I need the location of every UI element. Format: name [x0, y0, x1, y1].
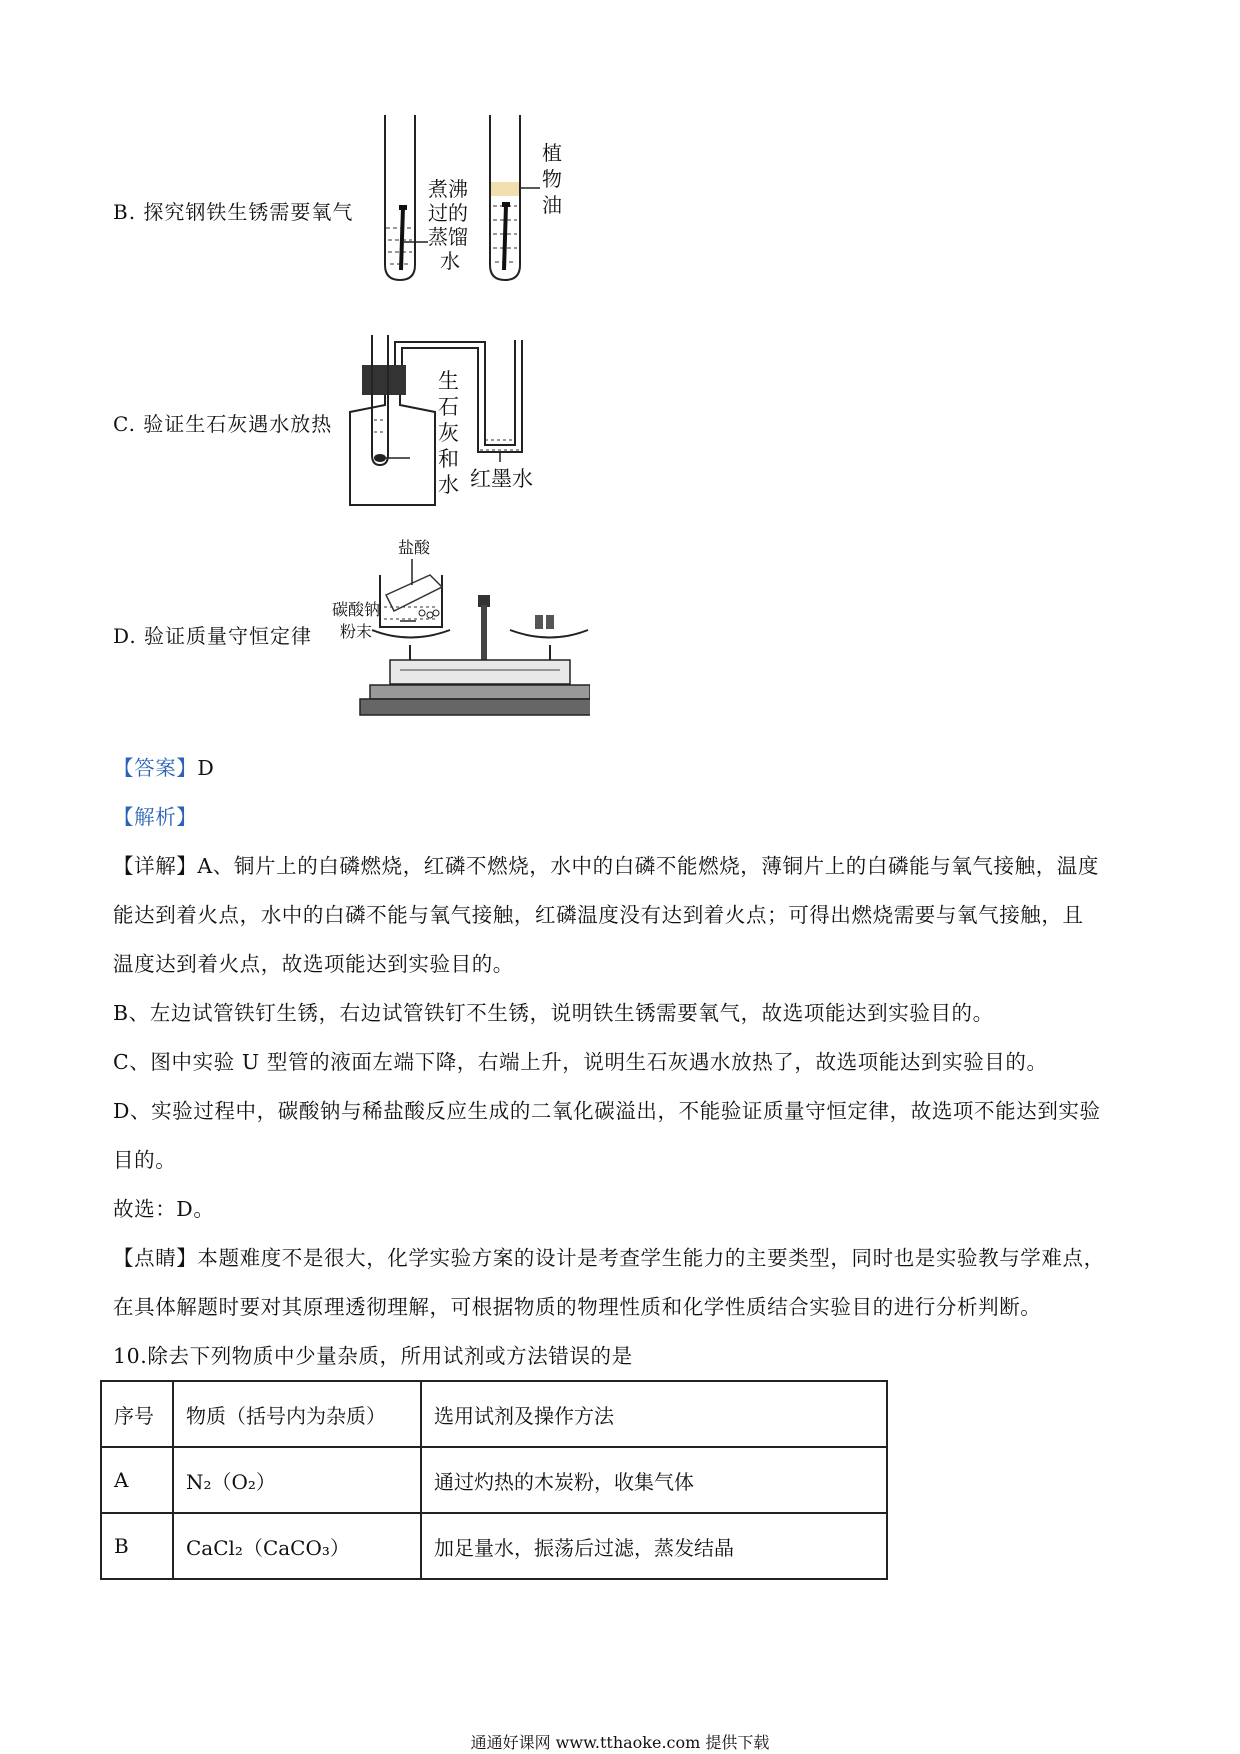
detail-line-4: B、左边试管铁钉生锈，右边试管铁钉不生锈，说明铁生锈需要氧气，故选项能达到实验目的。: [113, 1001, 994, 1025]
table-cell: A: [101, 1447, 173, 1513]
table-cell: 加足量水，振荡后过滤，蒸发结晶: [421, 1513, 887, 1579]
detail-tag: 【详解】: [113, 854, 198, 878]
question-10-table: [100, 1380, 888, 1580]
water-label-1: 煮沸: [428, 177, 468, 201]
detail-line-2: 能达到着火点，水中的白磷不能与氧气接触，红磷温度没有达到着火点；可得出燃烧需要与氧气接触，且: [113, 903, 1084, 927]
water-label-4: 水: [440, 249, 460, 273]
table-header-cell: 物质（括号内为杂质）: [173, 1381, 421, 1447]
option-b-text: B. 探究钢铁生锈需要氧气: [113, 200, 354, 224]
answer-line: [113, 754, 214, 782]
detail-line-3: 温度达到着火点，故选项能达到实验目的。: [113, 952, 514, 976]
table-header-cell: 选用试剂及操作方法: [421, 1381, 887, 1447]
option-d-text: D. 验证质量守恒定律: [113, 624, 313, 648]
table-cell: N₂（O₂）: [173, 1447, 421, 1513]
rust-experiment-figure: [370, 110, 610, 290]
lime-label-1: 生: [438, 369, 459, 393]
table-row: [101, 1513, 887, 1579]
comment-line-1: [113, 1244, 1105, 1272]
mass-balance-figure: [330, 535, 590, 725]
ink-label: 红墨水: [470, 467, 533, 491]
comment-text-1: 本题难度不是很大，化学实验方案的设计是考查学生能力的主要类型，同时也是实验教与学难点，: [197, 1246, 1105, 1270]
oil-label-3: 油: [542, 193, 562, 217]
oil-label-1: 植: [542, 141, 562, 165]
comment-line-2: 在具体解题时要对其原理透彻理解，可根据物质的物理性质和化学性质结合实验目的进行分析判断。: [113, 1295, 1042, 1319]
detail-text-1: A、铜片上的白磷燃烧，红磷不燃烧，水中的白磷不能燃烧，薄铜片上的白磷能与氧气接触，温度: [197, 854, 1100, 878]
powder-label-2: 粉末: [340, 622, 373, 641]
table-header-row: [101, 1381, 887, 1447]
table-cell: 通过灼热的木炭粉，收集气体: [421, 1447, 887, 1513]
table-row: [101, 1447, 887, 1513]
answer-tag: 【答案】: [113, 756, 198, 780]
detail-line-6: D、实验过程中，碳酸钠与稀盐酸反应生成的二氧化碳溢出，不能验证质量守恒定律，故选项不能达到实验: [113, 1099, 1101, 1123]
table-cell: CaCl₂（CaCO₃）: [173, 1513, 421, 1579]
lime-label-5: 水: [438, 473, 459, 497]
lime-label-2: 石: [438, 395, 459, 419]
detail-line-5: C、图中实验 U 型管的液面左端下降，右端上升，说明生石灰遇水放热了，故选项能达到实验目的。: [113, 1050, 1048, 1074]
detail-line-8: 故选：D。: [113, 1197, 215, 1221]
lime-label-4: 和: [438, 447, 459, 471]
water-label-3: 蒸馏: [428, 225, 468, 249]
detail-line-7: 目的。: [113, 1148, 177, 1172]
comment-tag: 【点睛】: [113, 1246, 198, 1270]
answer-value: D: [197, 756, 215, 780]
detail-line-1: [113, 852, 1099, 880]
acid-label: 盐酸: [398, 538, 431, 557]
powder-label-1: 碳酸钠: [332, 600, 381, 619]
table-header-cell: 序号: [101, 1381, 173, 1447]
lime-label-3: 灰: [438, 421, 459, 445]
table-cell: B: [101, 1513, 173, 1579]
page-footer: 通通好课网 www.tthaoke.com 提供下载: [470, 1733, 770, 1752]
oil-label-2: 物: [542, 167, 562, 191]
water-label-2: 过的: [428, 201, 468, 225]
lime-heat-figure: [340, 330, 600, 510]
question-10-stem: 10.除去下列物质中少量杂质，所用试剂或方法错误的是: [113, 1344, 633, 1368]
option-c-text: C. 验证生石灰遇水放热: [113, 412, 333, 436]
analysis-tag: 【解析】: [113, 805, 198, 829]
analysis-line: [113, 803, 197, 831]
